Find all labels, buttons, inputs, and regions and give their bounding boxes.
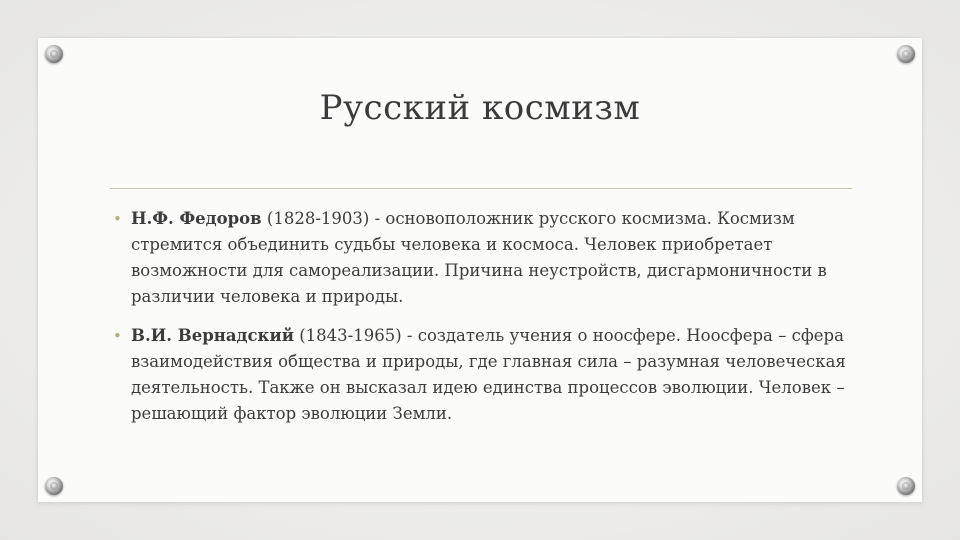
pushpin-icon	[45, 45, 63, 63]
pushpin-icon	[897, 477, 915, 495]
person-name: В.И. Вернадский	[131, 326, 294, 345]
bullet-text: (1828-1903) - основоположник русского космизма. Космизм стремится объединить судьбы человека и космоса. Человек приобретает возможности для самореализации. Причина неустройств, дисгармоничности в различии человека и природы.	[131, 209, 827, 306]
bullet-text: (1843-1965) - создатель учения о ноосфере. Ноосфера – сфера взаимодействия общества и природы, где главная сила – разумная человеческая деятельность. Также он высказал идею единства процессов эволюции. Человек – решающий фактор эволюции Земли.	[131, 326, 846, 423]
bullet-marker: •	[113, 327, 122, 345]
bullet-item	[113, 323, 858, 427]
slide-title: Русский космизм	[319, 88, 641, 128]
pushpin-icon	[45, 477, 63, 495]
pushpin-icon	[897, 45, 915, 63]
person-name: Н.Ф. Федоров	[131, 209, 262, 228]
bullet-marker: •	[113, 210, 122, 228]
bullet-list	[113, 206, 858, 440]
title-divider	[110, 188, 852, 189]
bullet-item	[113, 206, 858, 310]
